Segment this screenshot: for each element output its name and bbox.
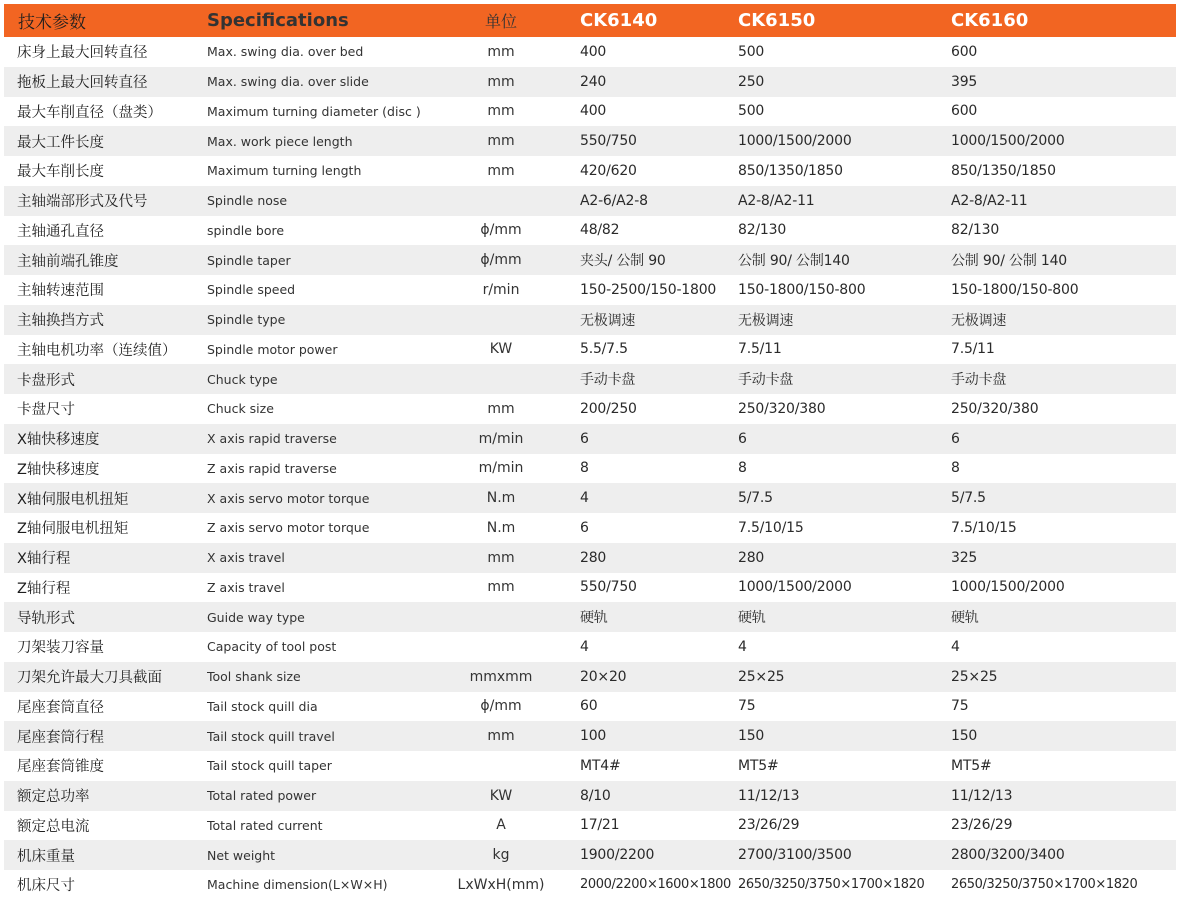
row-value-ck6140: 20×20: [580, 668, 627, 685]
table-row: [4, 692, 1176, 722]
row-value-ck6150: 25×25: [738, 668, 785, 685]
row-unit: kg: [492, 847, 510, 864]
table-row: [4, 126, 1176, 156]
row-label-cn: 刀架装刀容量: [17, 640, 104, 657]
header-model-ck6160: CK6160: [951, 10, 1029, 31]
table-row: [4, 186, 1176, 216]
row-unit: m/min: [478, 460, 524, 477]
row-value-ck6140: 240: [580, 73, 607, 90]
table-row: [4, 364, 1176, 394]
row-value-ck6160: 75: [951, 698, 969, 715]
row-value-ck6150: 手动卡盘: [738, 372, 794, 389]
table-row: [4, 632, 1176, 662]
row-value-ck6150: 2650/3250/3750×1700×1820: [738, 877, 925, 893]
row-value-ck6140: 5.5/7.5: [580, 341, 628, 358]
row-label-cn: 主轴端部形式及代号: [17, 194, 148, 211]
row-value-ck6160: 2800/3200/3400: [951, 847, 1065, 864]
row-value-ck6150: 公制 90/ 公制140: [738, 253, 850, 270]
table-row: [4, 602, 1176, 632]
row-value-ck6150: 1000/1500/2000: [738, 579, 852, 596]
table-row: [4, 573, 1176, 603]
row-value-ck6160: A2-8/A2-11: [951, 192, 1028, 209]
row-label-en: Maximum turning length: [207, 163, 362, 179]
table-row: [4, 543, 1176, 573]
row-label-en: Z axis servo motor torque: [207, 520, 370, 536]
row-value-ck6140: MT4#: [580, 757, 621, 774]
row-value-ck6150: 500: [738, 103, 765, 120]
header-en: Specifications: [207, 10, 349, 31]
row-value-ck6150: 150: [738, 728, 765, 745]
row-value-ck6160: 600: [951, 43, 978, 60]
row-label-cn: 主轴通孔直径: [17, 223, 104, 240]
row-label-cn: 尾座套筒直径: [17, 699, 104, 716]
row-label-en: Net weight: [207, 847, 276, 863]
row-unit: mm: [487, 549, 515, 566]
row-value-ck6140: 6: [580, 519, 589, 536]
row-value-ck6140: 硬轨: [580, 610, 608, 627]
row-value-ck6160: MT5#: [951, 757, 992, 774]
row-label-en: Guide way type: [207, 609, 305, 625]
row-value-ck6140: 2000/2200×1600×1800: [580, 877, 731, 893]
row-value-ck6140: 200/250: [580, 400, 637, 417]
row-value-ck6150: 11/12/13: [738, 787, 800, 804]
row-value-ck6140: 4: [580, 638, 589, 655]
table-row: [4, 275, 1176, 305]
table-row: [4, 454, 1176, 484]
table-body: [4, 37, 1176, 900]
row-label-en: X axis servo motor torque: [207, 490, 370, 506]
row-value-ck6160: 硬轨: [951, 610, 979, 627]
row-value-ck6150: 75: [738, 698, 756, 715]
row-label-en: Tail stock quill dia: [207, 698, 318, 714]
row-value-ck6150: 硬轨: [738, 610, 766, 627]
row-label-cn: 机床尺寸: [17, 878, 75, 895]
row-label-en: Max. work piece length: [207, 133, 353, 149]
row-unit: mm: [487, 103, 515, 120]
row-value-ck6160: 7.5/11: [951, 341, 995, 358]
table-row: [4, 245, 1176, 275]
row-unit: N.m: [486, 490, 516, 507]
row-label-en: Tool shank size: [207, 669, 301, 685]
row-label-cn: X轴伺服电机扭矩: [17, 491, 129, 508]
row-value-ck6140: 550/750: [580, 133, 637, 150]
table-row: [4, 513, 1176, 543]
row-label-en: Machine dimension(L×W×H): [207, 877, 388, 893]
row-value-ck6150: 8: [738, 460, 747, 477]
row-value-ck6160: 4: [951, 638, 960, 655]
row-label-cn: 卡盘尺寸: [17, 402, 75, 419]
row-label-cn: 拖板上最大回转直径: [17, 75, 148, 92]
row-unit: mm: [487, 400, 515, 417]
table-row: [4, 483, 1176, 513]
row-label-en: Z axis travel: [207, 579, 285, 595]
row-unit: mmxmm: [469, 668, 533, 685]
row-value-ck6150: A2-8/A2-11: [738, 192, 815, 209]
table-row: [4, 305, 1176, 335]
row-label-en: Spindle speed: [207, 282, 296, 298]
row-label-en: Tail stock quill travel: [207, 728, 335, 744]
row-label-cn: 额定总功率: [17, 789, 90, 806]
row-value-ck6160: 325: [951, 549, 978, 566]
row-label-cn: 最大工件长度: [17, 134, 104, 151]
table-row: [4, 37, 1176, 67]
row-label-cn: 尾座套筒锥度: [17, 759, 104, 776]
row-value-ck6140: 400: [580, 103, 607, 120]
row-unit: mm: [487, 728, 515, 745]
table-row: [4, 781, 1176, 811]
row-value-ck6140: 17/21: [580, 817, 620, 834]
row-label-cn: 尾座套筒行程: [17, 729, 104, 746]
row-value-ck6150: 5/7.5: [738, 490, 773, 507]
row-unit: A: [496, 817, 506, 834]
row-value-ck6150: 4: [738, 638, 747, 655]
row-value-ck6150: 280: [738, 549, 765, 566]
row-value-ck6150: 82/130: [738, 222, 787, 239]
row-value-ck6160: 395: [951, 73, 978, 90]
row-value-ck6150: 250: [738, 73, 765, 90]
row-label-cn: 主轴换挡方式: [17, 313, 104, 330]
row-label-cn: Z轴伺服电机扭矩: [17, 521, 129, 538]
row-label-en: Spindle taper: [207, 252, 291, 268]
row-unit: mm: [487, 579, 515, 596]
row-value-ck6160: 23/26/29: [951, 817, 1013, 834]
table-row: [4, 870, 1176, 900]
table-row: [4, 424, 1176, 454]
row-label-en: Spindle nose: [207, 193, 288, 209]
row-label-en: Z axis rapid traverse: [207, 460, 337, 476]
row-label-cn: 最大车削直径（盘类）: [17, 104, 162, 121]
row-label-en: X axis rapid traverse: [207, 431, 337, 447]
row-value-ck6160: 1000/1500/2000: [951, 579, 1065, 596]
row-label-cn: 卡盘形式: [17, 372, 75, 389]
row-label-en: Spindle type: [207, 312, 286, 328]
row-value-ck6150: 850/1350/1850: [738, 162, 843, 179]
row-value-ck6160: 7.5/10/15: [951, 519, 1017, 536]
table-row: [4, 156, 1176, 186]
row-value-ck6150: 7.5/11: [738, 341, 782, 358]
row-value-ck6140: 1900/2200: [580, 847, 655, 864]
row-unit: LxWxH(mm): [457, 876, 545, 893]
row-label-en: X axis travel: [207, 550, 285, 566]
row-value-ck6160: 1000/1500/2000: [951, 133, 1065, 150]
row-unit: ϕ/mm: [480, 252, 522, 269]
row-label-cn: 主轴前端孔锥度: [17, 253, 119, 270]
table-row: [4, 840, 1176, 870]
row-value-ck6160: 2650/3250/3750×1700×1820: [951, 877, 1138, 893]
row-value-ck6140: 8: [580, 460, 589, 477]
row-value-ck6140: 550/750: [580, 579, 637, 596]
header-model-ck6140: CK6140: [580, 10, 658, 31]
row-unit: ϕ/mm: [480, 698, 522, 715]
row-unit: m/min: [478, 430, 524, 447]
row-value-ck6160: 6: [951, 430, 960, 447]
table-row: [4, 751, 1176, 781]
row-label-cn: Z轴快移速度: [17, 461, 100, 478]
row-unit: KW: [489, 787, 513, 804]
row-value-ck6140: 6: [580, 430, 589, 447]
row-value-ck6160: 手动卡盘: [951, 372, 1007, 389]
row-label-en: Spindle motor power: [207, 341, 338, 357]
row-unit: mm: [487, 133, 515, 150]
row-label-en: Max. swing dia. over slide: [207, 74, 369, 90]
row-value-ck6140: 420/620: [580, 162, 637, 179]
spec-table: [4, 4, 1176, 900]
row-value-ck6160: 无极调速: [951, 312, 1007, 329]
row-unit: mm: [487, 162, 515, 179]
row-value-ck6140: 无极调速: [580, 312, 636, 329]
row-value-ck6150: 500: [738, 43, 765, 60]
row-label-en: spindle bore: [207, 222, 285, 238]
row-value-ck6140: 280: [580, 549, 607, 566]
row-value-ck6140: 8/10: [580, 787, 611, 804]
row-label-en: Chuck type: [207, 371, 278, 387]
table-row: [4, 97, 1176, 127]
row-value-ck6160: 82/130: [951, 222, 1000, 239]
row-unit: N.m: [486, 519, 516, 536]
row-value-ck6160: 公制 90/ 公制 140: [951, 253, 1068, 270]
row-value-ck6140: 手动卡盘: [580, 372, 636, 389]
row-value-ck6150: MT5#: [738, 757, 779, 774]
row-value-ck6150: 7.5/10/15: [738, 519, 804, 536]
row-value-ck6150: 无极调速: [738, 312, 794, 329]
table-row: [4, 394, 1176, 424]
table-row: [4, 335, 1176, 365]
row-value-ck6140: 4: [580, 490, 589, 507]
row-unit: KW: [489, 341, 513, 358]
row-label-cn: 床身上最大回转直径: [17, 45, 148, 62]
row-label-cn: 导轨形式: [17, 610, 75, 627]
row-label-cn: 额定总电流: [17, 818, 90, 835]
table-row: [4, 662, 1176, 692]
row-value-ck6150: 1000/1500/2000: [738, 133, 852, 150]
table-header: [4, 4, 1176, 37]
row-value-ck6160: 11/12/13: [951, 787, 1013, 804]
row-label-cn: X轴行程: [17, 551, 71, 568]
row-label-cn: 主轴转速范围: [17, 283, 104, 300]
row-unit: r/min: [482, 281, 520, 298]
row-label-cn: 最大车削长度: [17, 164, 104, 181]
row-value-ck6140: 150-2500/150-1800: [580, 281, 717, 298]
header-cn: 技术参数: [18, 13, 86, 33]
row-value-ck6150: 2700/3100/3500: [738, 847, 852, 864]
row-value-ck6140: 400: [580, 43, 607, 60]
row-value-ck6160: 150: [951, 728, 978, 745]
row-value-ck6160: 5/7.5: [951, 490, 986, 507]
row-value-ck6140: 60: [580, 698, 598, 715]
row-value-ck6140: 48/82: [580, 222, 620, 239]
row-value-ck6160: 600: [951, 103, 978, 120]
row-value-ck6150: 6: [738, 430, 747, 447]
row-value-ck6160: 250/320/380: [951, 400, 1039, 417]
row-value-ck6140: 夹头/ 公制 90: [580, 253, 666, 270]
row-unit: mm: [487, 43, 515, 60]
row-label-en: Capacity of tool post: [207, 639, 337, 655]
row-label-en: Maximum turning diameter (disc ): [207, 103, 421, 119]
table-row: [4, 721, 1176, 751]
row-value-ck6160: 150-1800/150-800: [951, 281, 1079, 298]
row-label-en: Tail stock quill taper: [207, 758, 332, 774]
header-model-ck6150: CK6150: [738, 10, 816, 31]
row-value-ck6150: 23/26/29: [738, 817, 800, 834]
row-unit: mm: [487, 73, 515, 90]
row-value-ck6160: 25×25: [951, 668, 998, 685]
table-row: [4, 216, 1176, 246]
row-unit: ϕ/mm: [480, 222, 522, 239]
row-label-cn: 主轴电机功率（连续值）: [17, 342, 177, 359]
row-value-ck6150: 150-1800/150-800: [738, 281, 866, 298]
row-value-ck6160: 8: [951, 460, 960, 477]
row-label-cn: X轴快移速度: [17, 432, 100, 449]
header-unit: 单位: [484, 12, 517, 31]
row-label-cn: Z轴行程: [17, 580, 71, 597]
row-value-ck6140: 100: [580, 728, 607, 745]
row-label-en: Total rated current: [207, 817, 323, 833]
row-label-en: Max. swing dia. over bed: [207, 44, 364, 60]
row-label-cn: 机床重量: [17, 848, 75, 865]
row-value-ck6150: 250/320/380: [738, 400, 826, 417]
table-row: [4, 67, 1176, 97]
table-row: [4, 811, 1176, 841]
row-label-en: Total rated power: [207, 788, 317, 804]
row-label-cn: 刀架允许最大刀具截面: [17, 670, 162, 687]
row-value-ck6160: 850/1350/1850: [951, 162, 1056, 179]
row-value-ck6140: A2-6/A2-8: [580, 192, 648, 209]
row-label-en: Chuck size: [207, 401, 274, 417]
